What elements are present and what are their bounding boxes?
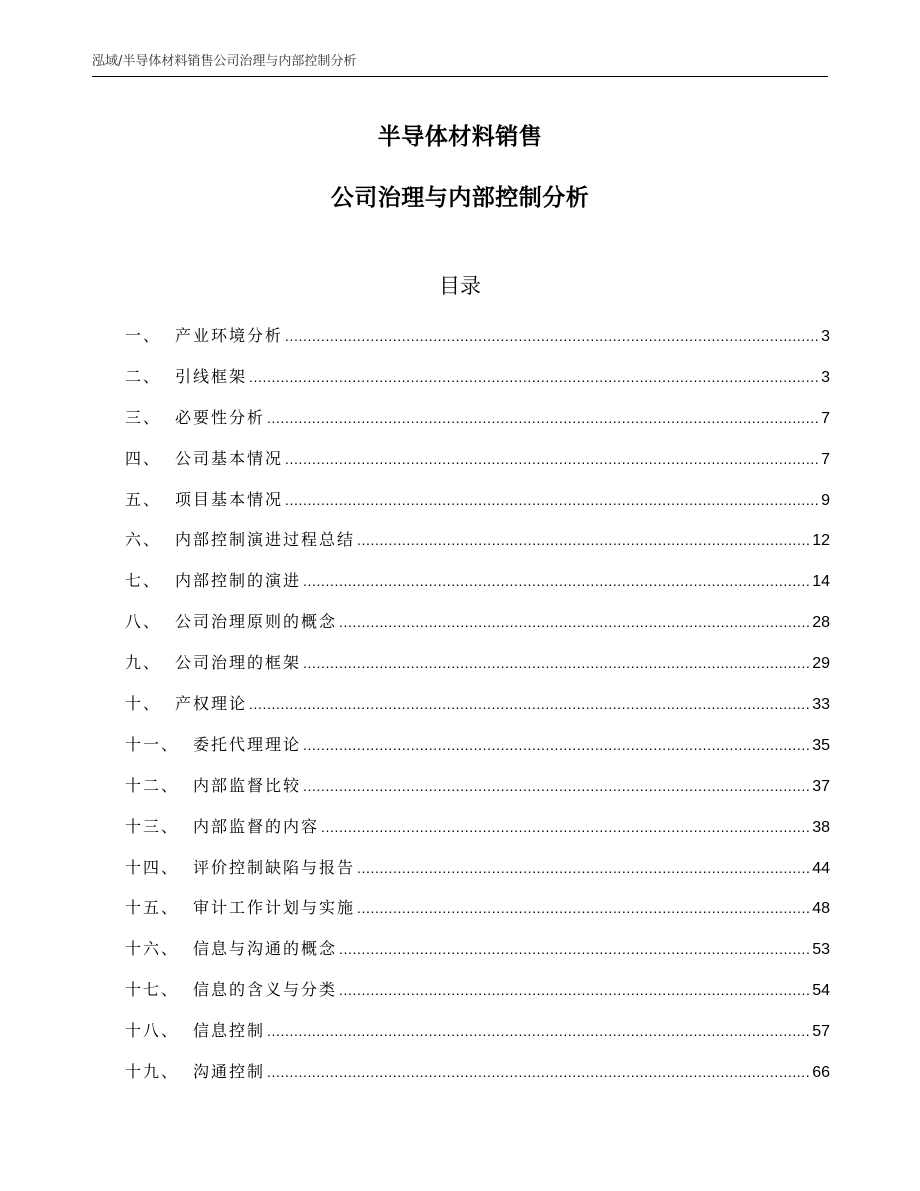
document-title-line-1: 半导体材料销售	[377, 124, 543, 150]
toc-dot-leader	[357, 857, 810, 879]
toc-entry-number: 六、	[125, 530, 162, 550]
toc-entry-page: 44	[812, 859, 830, 877]
toc-entry-number: 十一、	[125, 734, 180, 754]
toc-entry-page: 9	[821, 491, 830, 509]
toc-entry[interactable]	[125, 366, 830, 407]
toc-dot-leader	[339, 979, 810, 1001]
toc-entry-page: 37	[812, 777, 830, 795]
toc-entry-number: 三、	[125, 407, 162, 427]
toc-entry-page: 7	[821, 409, 830, 427]
toc-entry[interactable]	[125, 734, 830, 775]
toc-entry[interactable]	[125, 529, 830, 570]
toc-entry-title: 公司基本情况	[175, 448, 284, 468]
toc-dot-leader	[267, 1020, 810, 1042]
toc-entry-title: 评价控制缺陷与报告	[193, 857, 356, 877]
toc-entry[interactable]	[125, 448, 830, 489]
toc-entry-number: 一、	[125, 326, 162, 345]
toc-entry-title: 信息控制	[193, 1021, 266, 1041]
toc-entry-number: 七、	[125, 571, 162, 591]
toc-dot-leader	[267, 1061, 810, 1083]
toc-dot-leader	[285, 325, 819, 347]
toc-entry-page: 12	[812, 532, 830, 550]
toc-entry-number: 二、	[125, 366, 162, 386]
toc-entry-number: 四、	[125, 448, 162, 468]
toc-entry[interactable]	[125, 979, 830, 1020]
toc-dot-leader	[339, 938, 810, 960]
toc-heading: 目录	[439, 274, 481, 298]
toc-entry-title: 沟通控制	[193, 1062, 266, 1082]
toc-entry-title: 信息的含义与分类	[193, 980, 338, 1000]
toc-entry[interactable]	[125, 816, 830, 857]
toc-dot-leader	[357, 897, 810, 919]
toc-entry-title: 委托代理理论	[193, 734, 302, 754]
toc-entry-number: 十三、	[125, 816, 180, 836]
toc-entry-number: 十九、	[125, 1062, 180, 1082]
toc-entry-number: 十六、	[125, 939, 180, 959]
toc-entry-page: 3	[821, 368, 830, 386]
toc-entry-page: 7	[821, 450, 830, 468]
toc-entry-title: 产业环境分析	[175, 326, 284, 345]
toc-entry-page: 35	[812, 736, 830, 754]
toc-entry-page: 66	[812, 1064, 830, 1082]
toc-entry-page: 54	[812, 982, 830, 1000]
toc-entry[interactable]	[125, 857, 830, 898]
toc-entry-title: 内部控制演进过程总结	[175, 530, 356, 550]
toc-entry-title: 产权理论	[175, 694, 248, 714]
toc-entry-page: 3	[821, 328, 830, 345]
toc-dot-leader	[249, 366, 819, 388]
toc-entry-page: 28	[812, 614, 830, 632]
toc-entry[interactable]	[125, 1061, 830, 1102]
toc-entry[interactable]	[125, 611, 830, 652]
toc-entry-number: 十、	[125, 694, 162, 714]
toc-dot-leader	[303, 570, 810, 592]
toc-entry-page: 53	[812, 941, 830, 959]
toc-entry-title: 内部监督的内容	[193, 816, 320, 836]
toc-entry-page: 33	[812, 696, 830, 714]
toc-entry-page: 29	[812, 655, 830, 673]
toc-entry-page: 14	[812, 573, 830, 591]
toc-entry-title: 内部监督比较	[193, 775, 302, 795]
toc-dot-leader	[339, 611, 810, 633]
toc-entry-title: 公司治理原则的概念	[175, 612, 338, 632]
header-divider	[92, 76, 828, 77]
toc-dot-leader	[285, 489, 819, 511]
running-header: 泓域/半导体材料销售公司治理与内部控制分析	[92, 54, 357, 69]
toc-entry-title: 引线框架	[175, 366, 248, 386]
toc-dot-leader	[357, 529, 810, 551]
toc-entry-number: 十八、	[125, 1021, 180, 1041]
toc-entry-number: 十七、	[125, 980, 180, 1000]
toc-entry-title: 审计工作计划与实施	[193, 898, 356, 918]
toc-entry-number: 十四、	[125, 857, 180, 877]
toc-entry-number: 九、	[125, 653, 162, 673]
toc-entry-page: 38	[812, 818, 830, 836]
toc-dot-leader	[249, 693, 810, 715]
toc-dot-leader	[303, 775, 810, 797]
toc-entry[interactable]	[125, 775, 830, 816]
toc-entry-number: 十二、	[125, 775, 180, 795]
toc-entry-title: 必要性分析	[175, 407, 266, 427]
toc-entry-page: 57	[812, 1023, 830, 1041]
toc-entry[interactable]	[125, 897, 830, 938]
toc-entry-title: 项目基本情况	[175, 489, 284, 509]
toc-entry-title: 信息与沟通的概念	[193, 939, 338, 959]
toc-entry[interactable]	[125, 570, 830, 611]
toc-entry-page: 48	[812, 900, 830, 918]
toc-entry-title: 内部控制的演进	[175, 571, 302, 591]
toc-entry-number: 八、	[125, 612, 162, 632]
toc-dot-leader	[267, 407, 819, 429]
toc-dot-leader	[321, 816, 810, 838]
toc-dot-leader	[303, 734, 810, 756]
toc-entry[interactable]	[125, 407, 830, 448]
toc-entry[interactable]	[125, 489, 830, 530]
toc-entry-title: 公司治理的框架	[175, 653, 302, 673]
toc-entry-number: 五、	[125, 489, 162, 509]
toc-entry[interactable]	[125, 693, 830, 734]
toc-entry[interactable]	[125, 652, 830, 693]
toc-entry[interactable]	[125, 1020, 830, 1061]
toc-entry[interactable]	[125, 325, 830, 366]
toc-dot-leader	[285, 448, 819, 470]
toc-entry-number: 十五、	[125, 898, 180, 918]
toc-entry[interactable]	[125, 938, 830, 979]
document-title-line-2: 公司治理与内部控制分析	[330, 185, 590, 211]
toc-dot-leader	[303, 652, 810, 674]
table-of-contents	[125, 325, 830, 1102]
